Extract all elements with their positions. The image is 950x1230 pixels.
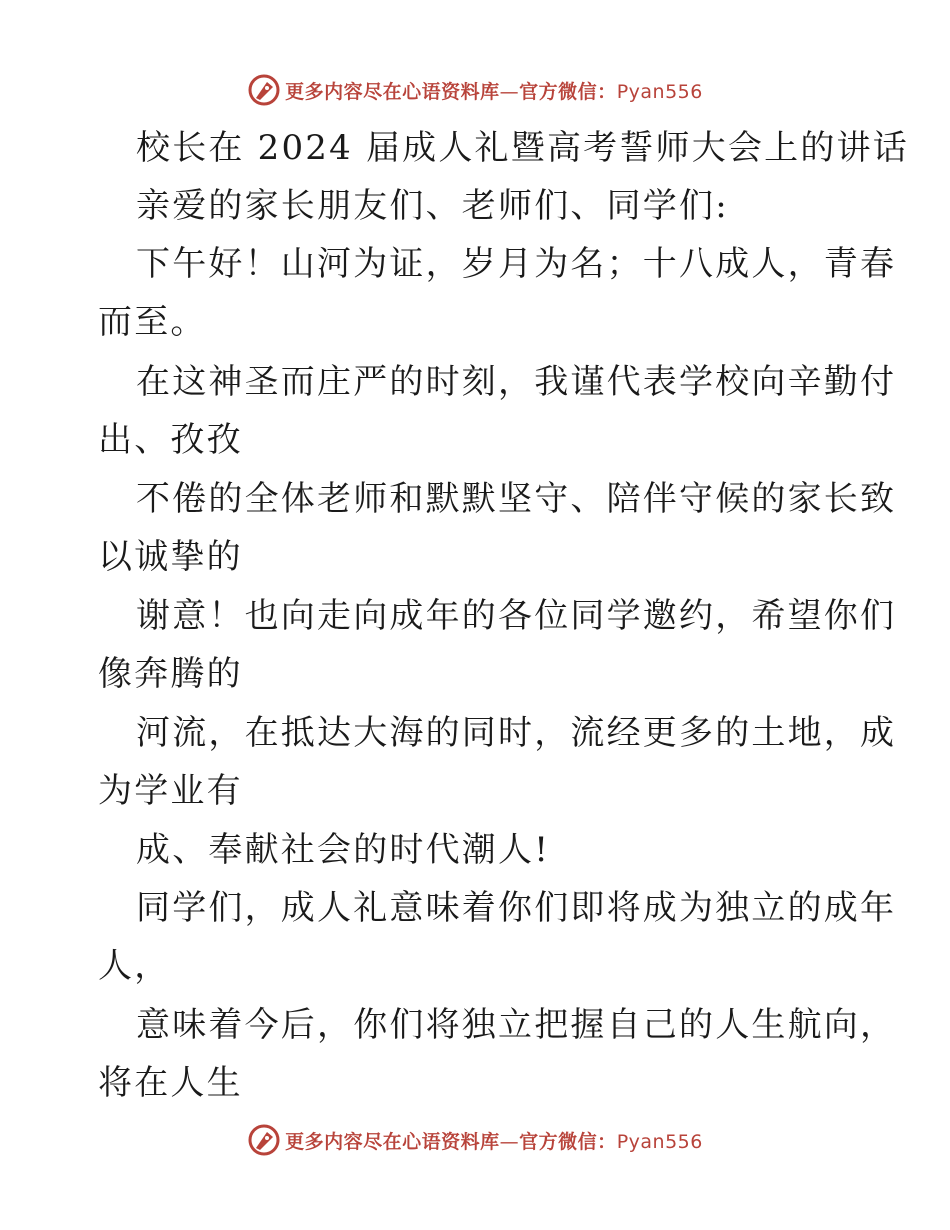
text-line: 谢意！也向走向成年的各位同学邀约，希望你们 [136, 596, 897, 636]
pen-nib-logo-icon [247, 1123, 281, 1157]
text-line: 不倦的全体老师和默默坚守、陪伴守候的家长致 [136, 479, 897, 519]
text-line: 意味着今后，你们将独立把握自己的人生航向， [136, 1005, 897, 1045]
text-line: 成、奉献社会的时代潮人! [136, 830, 551, 870]
salutation: 亲爱的家长朋友们、老师们、同学们: [136, 186, 729, 226]
watermark-banner-top [0, 70, 950, 110]
text-line: 将在人生 [98, 1063, 243, 1103]
watermark-text: 更多内容尽在心语资料库—官方微信：Pyan556 [285, 1130, 703, 1153]
text-line: 出、孜孜 [98, 420, 243, 460]
watermark-banner-bottom [0, 1120, 950, 1160]
text-line: 同学们，成人礼意味着你们即将成为独立的成年 [136, 888, 897, 928]
text-line: 为学业有 [98, 771, 243, 811]
text-line: 而至。 [98, 302, 207, 342]
pen-nib-logo-icon [247, 73, 281, 107]
text-line: 人， [98, 946, 171, 986]
watermark-text: 更多内容尽在心语资料库—官方微信：Pyan556 [285, 80, 703, 103]
document-title: 校长在 2024 届成人礼暨高考誓师大会上的讲话 [136, 128, 909, 168]
text-line: 以诚挚的 [98, 537, 243, 577]
text-line: 在这神圣而庄严的时刻，我谨代表学校向辛勤付 [136, 362, 897, 402]
text-line: 河流，在抵达大海的同时，流经更多的土地，成 [136, 713, 897, 753]
text-line: 像奔腾的 [98, 654, 243, 694]
text-line: 下午好！山河为证，岁月为名；十八成人，青春 [136, 244, 897, 284]
